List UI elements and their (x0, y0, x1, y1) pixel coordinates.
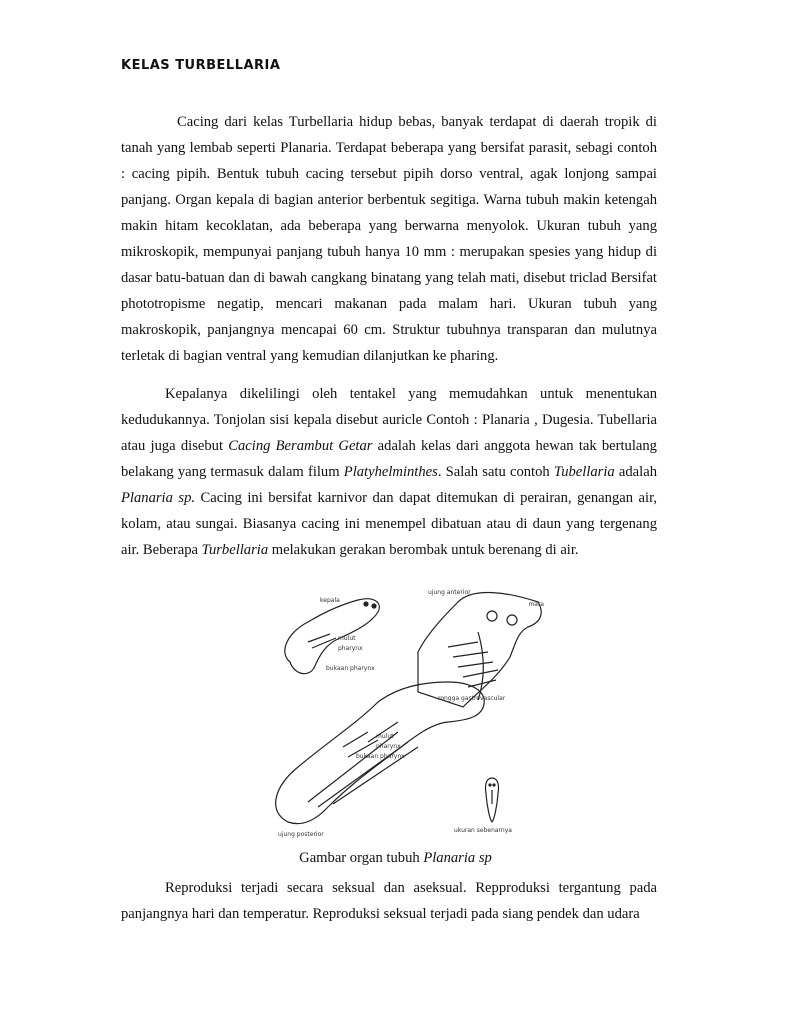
p2-italic-4: Planaria sp. (121, 490, 196, 506)
label-mulut-top: mulut (338, 635, 356, 642)
paragraph-intro-text: Cacing dari kelas Turbellaria hidup bebas, banyak terdapat di daerah tropik di tanah yang lembab seperti Planaria. Terdapat beberapa yang bersifat parasit, sebagi contoh : cacing pipih. Bentuk tubuh cacing tersebut pipih dorso ventral, agak lonjong sampai panjang. Organ kepala di bagian anterior berbentuk segitiga. Warna tubuh makin ketengah makin hitam kecoklatan, ada beberapa yang berwarna menyolok. Ukuran tubuh yang mikroskopik, mempunyai panjang tubuh hanya 10 mm : merupakan spesies yang hidup di dasar batu-batuan dan di bawah cangkang binatang yang telah mati, disebut triclad Bersifat phototropisme negatip, mencari makanan pada malam hari. Ukuran tubuh yang makroskopik, panjangnya mencapai 60 cm. Struktur tubuhnya transparan dan mulutnya terletak di bagian ventral yang kemudian dilanjutkan ke pharing. (121, 114, 657, 364)
paragraph-reproduction (121, 875, 657, 927)
p2-text-5: Cacing ini bersifat karnivor dan dapat ditemukan di perairan, genangan air, kolam, atau sungai. Biasanya cacing ini menempel dibatuan atau di daun yang tergenang air. Beberapa (121, 490, 657, 558)
paragraph-description (121, 381, 657, 563)
caption-italic: Planaria sp (423, 850, 492, 866)
label-pharynx-top: pharynx (338, 645, 363, 652)
p2-italic-3: Tubellaria (553, 464, 615, 480)
head-section-outline (418, 593, 541, 707)
p2-text-3: . Salah satu contoh (437, 464, 554, 480)
label-bukaan-pharynx-top: bukaan pharynx (326, 665, 375, 672)
label-ukuran-sebenarnya: ukuran sebenarnya (454, 827, 512, 834)
label-kepala: kepala (320, 597, 340, 604)
section-heading: KELAS TURBELLARIA (121, 58, 281, 73)
label-bukaan-pharynx-mid: bukaan pharynx (356, 753, 405, 760)
caption-text: Gambar organ tubuh (299, 850, 424, 866)
label-ujung-posterior: ujung posterior (278, 831, 324, 838)
p2-italic-1: Cacing Berambut Getar (228, 438, 373, 454)
paragraph-reproduction-text: Reproduksi terjadi secara seksual dan aseksual. Repproduksi tergantung pada panjangnya hari dan temperatur. Reproduksi seksual terjadi pada siang pendek dan udara (121, 880, 657, 922)
planaria-figure (248, 582, 548, 844)
p2-italic-2: Platyhelminthes (343, 464, 438, 480)
p2-text-6: melakukan gerakan berombak untuk berenang di air. (268, 542, 579, 558)
figure-caption (0, 850, 791, 867)
label-mulut-mid: mulut (376, 733, 394, 740)
p2-italic-5: Turbellaria (201, 542, 269, 558)
p2-text-4: adalah (614, 464, 657, 480)
small-worm-outline (285, 599, 379, 674)
planaria-illustration (248, 582, 548, 844)
label-rongga-gastrovascular: rongga gastrovascular (438, 695, 506, 702)
label-mata: mata (528, 601, 544, 608)
p2-text-1: Kepalanya dikelilingi oleh tentakel yang memudahkan untuk menentukan kedudukannya. Tonjolan sisi kepala disebut auricle Contoh : Planaria , Dugesia. Tubellaria atau juga disebut (121, 386, 657, 454)
label-pharynx-mid: pharynx (376, 743, 401, 750)
label-ujung-anterior: ujung anterior (428, 589, 471, 596)
paragraph-intro (121, 109, 657, 369)
p2-text-2: adalah kelas dari anggota hewan tak bertulang belakang yang termasuk dalam filum (121, 438, 657, 480)
